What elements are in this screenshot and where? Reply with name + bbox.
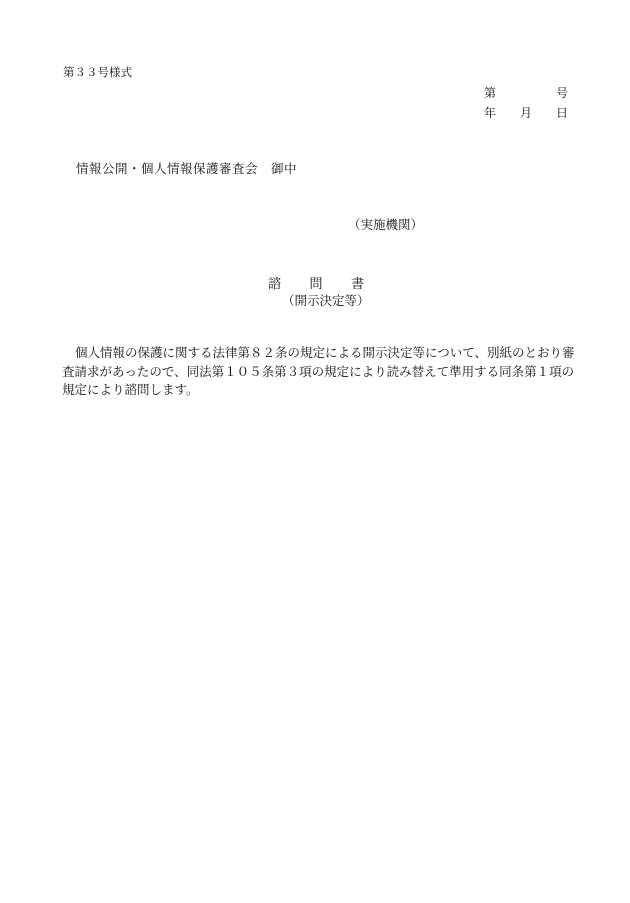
day-label: 日	[556, 106, 569, 120]
date-block	[484, 84, 568, 124]
addressee: 情報公開・個人情報保護審査会 御中	[76, 161, 298, 176]
body-paragraph: 個人情報の保護に関する法律第８２条の規定による開示決定等について、別紙のとおり審査請求があったので、同法第１０５条第３項の規定により読み替えて準用する同条第１項の規定により諮問します。	[62, 345, 575, 397]
date-row	[484, 104, 568, 124]
number-prefix: 第	[484, 86, 497, 100]
document-title	[268, 273, 364, 292]
form-number: 第３３号様式	[63, 65, 132, 79]
title-char: 書	[350, 277, 364, 292]
issuing-agency: （実施機関）	[348, 217, 424, 232]
title-char: 問	[309, 277, 323, 292]
document-subtitle: （開示決定等）	[282, 293, 370, 308]
title-char: 諮	[268, 277, 282, 292]
year-label: 年	[484, 106, 497, 120]
number-suffix: 号	[555, 86, 568, 100]
document-number-row	[484, 84, 568, 104]
month-label: 月	[520, 106, 533, 120]
